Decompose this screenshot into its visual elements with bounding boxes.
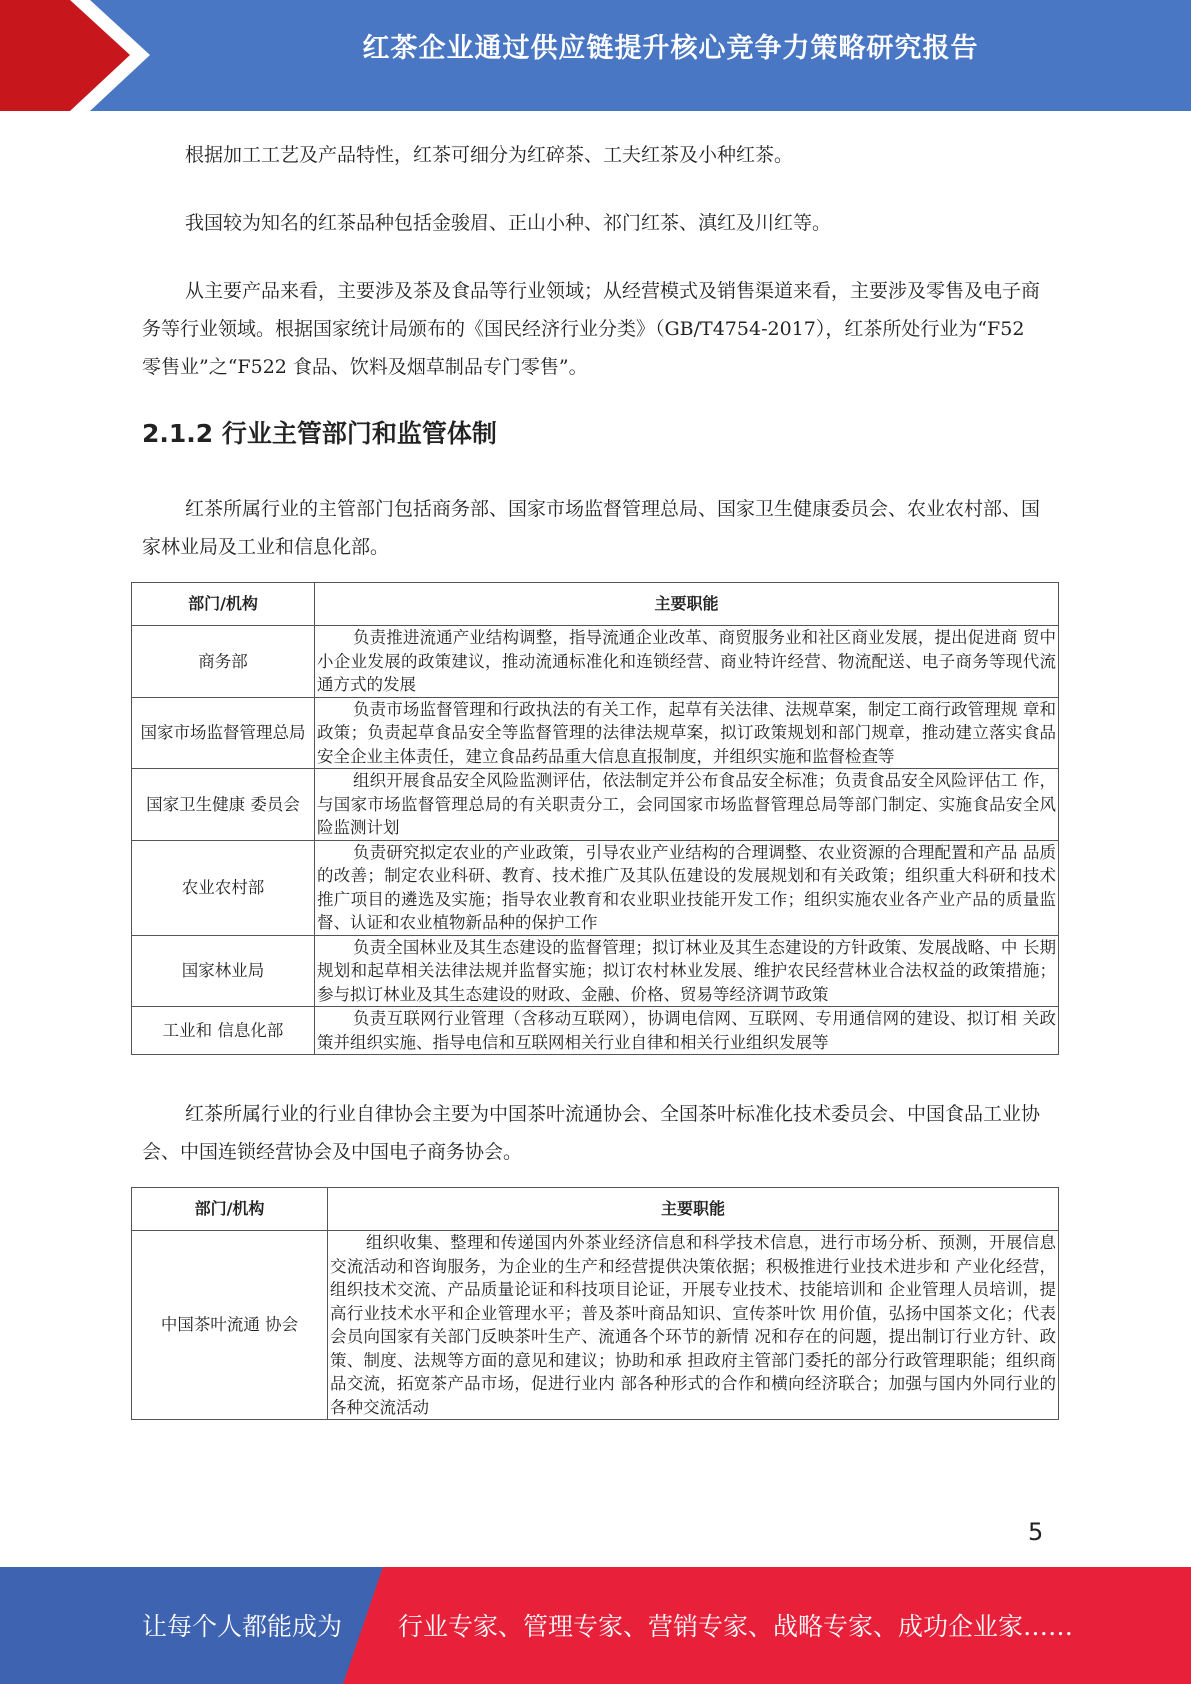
- dept-cell: 国家林业局: [132, 935, 315, 1007]
- duty-cell: 组织收集、整理和传递国内外茶业经济信息和科学技术信息，进行市场分析、预测，开展信息交流活动和咨询服务，为企业的生产和经营提供决策依据；积极推进行业技术进步和 产业化经营，组织技术交流、产品质量论证和科技项目论证，开展专业技术、技能培训和 企业管理人员培训，提高行业技术水平和企业管理水平；普及茶叶商品知识、宣传茶叶饮 用价值，弘扬中国茶文化；代表会员向国家有关部门反映茶叶生产、流通各个环节的新情 况和存在的问题，提出制订行业方针、政策、制度、法规等方面的意见和建议；协助和承 担政府主管部门委托的部分行政管理职能；组织商品交流，拓宽茶产品市场，促进行业内 部各种形式的合作和横向经济联合；加强与国内外同行业的各种交流活动: [328, 1231, 1059, 1420]
- table-row: [132, 1231, 1059, 1420]
- section-heading: 2.1.2 行业主管部门和监管体制: [142, 419, 497, 448]
- dept-cell: 国家市场监督管理总局: [132, 697, 315, 769]
- dept-cell: 中国茶叶流通 协会: [132, 1231, 328, 1420]
- duty-cell: 负责全国林业及其生态建设的监督管理；拟订林业及其生态建设的方针政策、发展战略、中 长期规划和起草相关法律法规并监督实施；拟订农村林业发展、维护农民经营林业合法权益的政策措施；参与拟订林业及其生态建设的财政、金融、价格、贸易等经济调节政策: [315, 935, 1059, 1007]
- associations-table: [131, 1187, 1059, 1420]
- column-header-dept: 部门/机构: [132, 1188, 328, 1231]
- duty-cell: 负责推进流通产业结构调整，指导流通企业改革、商贸服务业和社区商业发展，提出促进商 贸中小企业发展的政策建议，推动流通标准化和连锁经营、商业特许经营、物流配送、电子商务等现代流通方式的发展: [315, 626, 1059, 698]
- table-row: [132, 626, 1059, 698]
- paragraph-tea-varieties: 我国较为知名的红茶品种包括金骏眉、正山小种、祁门红茶、滇红及川红等。: [185, 212, 832, 234]
- table-row: [132, 935, 1059, 1007]
- duty-cell: 负责研究拟定农业的产业政策，引导农业产业结构的合理调整、农业资源的合理配置和产品 品质的改善；制定农业科研、教育、技术推广及其队伍建设的发展规划和有关政策；组织重大科研和技术推广项目的遴选及实施；指导农业教育和农业职业技能开发工作；组织实施农业各产业产品的质量监督、认证和农业植物新品种的保护工作: [315, 840, 1059, 935]
- duty-cell: 负责互联网行业管理（含移动互联网），协调电信网、互联网、专用通信网的建设、拟订相 关政策并组织实施、指导电信和互联网相关行业自律和相关行业组织发展等: [315, 1007, 1059, 1055]
- footer-slogan-left: 让每个人都能成为: [142, 1612, 343, 1641]
- page-header: [0, 0, 1191, 111]
- table-row: [132, 769, 1059, 841]
- report-title: 红茶企业通过供应链提升核心竞争力策略研究报告: [362, 33, 979, 64]
- paragraph-authorities: 红茶所属行业的主管部门包括商务部、国家市场监督管理总局、国家卫生健康委员会、农业农村部、国家林业局及工业和信息化部。: [142, 498, 1041, 558]
- table-header-row: [132, 1188, 1059, 1231]
- table-header-row: [132, 583, 1059, 626]
- column-header-duty: 主要职能: [328, 1188, 1059, 1231]
- dept-cell: 农业农村部: [132, 840, 315, 935]
- dept-cell: 商务部: [132, 626, 315, 698]
- column-header-dept: 部门/机构: [132, 583, 315, 626]
- table-row: [132, 840, 1059, 935]
- authorities-table: [131, 582, 1059, 1055]
- paragraph-associations: 红茶所属行业的行业自律协会主要为中国茶叶流通协会、全国茶叶标准化技术委员会、中国食品工业协会、中国连锁经营协会及中国电子商务协会。: [142, 1103, 1041, 1163]
- page-number: 5: [1028, 1518, 1044, 1546]
- duty-cell: 组织开展食品安全风险监测评估，依法制定并公布食品安全标准；负责食品安全风险评估工 作，与国家市场监督管理总局的有关职责分工，会同国家市场监督管理总局等部门制定、实施食品安全风险监测计划: [315, 769, 1059, 841]
- dept-cell: 工业和 信息化部: [132, 1007, 315, 1055]
- footer-slogan-right: 行业专家、管理专家、营销专家、战略专家、成功企业家……: [398, 1612, 1074, 1641]
- table-row: [132, 697, 1059, 769]
- paragraph-tea-types: 根据加工工艺及产品特性，红茶可细分为红碎茶、工夫红茶及小种红茶。: [185, 144, 794, 166]
- column-header-duty: 主要职能: [315, 583, 1059, 626]
- page-footer: [0, 1567, 1191, 1684]
- table-row: [132, 1007, 1059, 1055]
- dept-cell: 国家卫生健康 委员会: [132, 769, 315, 841]
- duty-cell: 负责市场监督管理和行政执法的有关工作，起草有关法律、法规草案，制定工商行政管理规 章和政策；负责起草食品安全等监督管理的法律法规草案，拟订政策规划和部门规章，推动建立落实食品安全企业主体责任，建立食品药品重大信息直报制度，并组织实施和监督检查等: [315, 697, 1059, 769]
- main-content: [140, 136, 1056, 1420]
- paragraph-industry-classification: 从主要产品来看，主要涉及茶及食品等行业领域；从经营模式及销售渠道来看，主要涉及零售及电子商务等行业领域。根据国家统计局颁布的《国民经济行业分类》（GB/T4754-2017），红茶所处行业为“F52 零售业”之“F522 食品、饮料及烟草制品专门零售”。: [142, 280, 1041, 378]
